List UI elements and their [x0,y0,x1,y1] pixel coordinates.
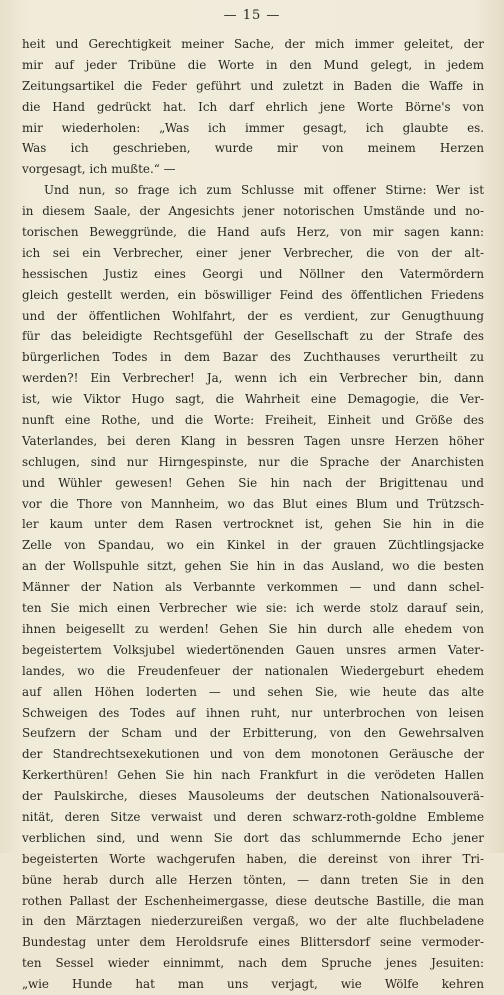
text-line: rothen Pallast der Eschenheimergasse, diese deutsche Bastille, die man [22,893,484,908]
text-line: der Standrechtsexekutionen und von dem monotonen Geräusche der [22,747,484,762]
text-line: Männer der Nation als Verbannte verkommen — und dann schel- [22,580,484,595]
text-line: Zelle von Spandau, wo ein Kinkel in der grauen Züchtlingsjacke [22,538,484,553]
text-line: „wie Hunde hat man uns verjagt, wie Wölfe kehren [22,977,484,992]
text-line: landes, wo die Freudenfeuer der nationalen Wiedergeburt ehedem [22,663,484,678]
page-number: — 15 — [223,8,281,23]
text-line: Und nun, so frage ich zum Schlusse mit offener Stirne: Wer ist [44,183,484,198]
text-line: büne herab durch alle Herzen tönten, — dann treten Sie in den [22,872,484,887]
text-line: ist, wie Viktor Hugo sagt, die Wahrheit eine Demagogie, die Ver- [22,392,484,407]
text-line: Zeitungsartikel die Feder geführt und zuletzt in Baden die Waffe in [22,78,484,93]
text-line: werden?! Ein Verbrecher! Ja, wenn ich ein Verbrecher bin, dann [22,371,484,386]
text-line: Bundestag unter dem Heroldsrufe eines Blittersdorf seine vermoder- [22,935,484,950]
text-line: und der öffentlichen Wohlfahrt, der es verdient, zur Genugthuung [22,308,484,323]
text-line: ihnen beigesellt zu werden! Gehen Sie hin durch alle ehedem von [22,621,484,636]
text-line: Seufzern der Scham und der Erbitterung, von den Gewehrsalven [22,726,484,741]
text-line: gleich gestellt werden, ein böswilliger Feind des öffentlichen Friedens [22,287,484,302]
text-line: Kerkerthüren! Gehen Sie hin nach Frankfurt in die verödeten Hallen [22,768,484,783]
body-text [22,34,484,995]
text-line: mir wiederholen: „Was ich immer gesagt, ich glaubte es. [22,120,484,135]
text-line: ich sei ein Verbrecher, einer jener Verbrecher, die von der alt- [22,245,484,260]
text-line: auf allen Höhen loderten — und sehen Sie, wie heute das alte [22,684,484,699]
text-line: vor die Thore von Mannheim, wo das Blut eines Blum und Trützsch- [22,496,484,511]
text-line: ten Sessel wieder einnimmt, nach dem Spruche jenes Jesuiten: [22,956,484,971]
text-line: vorgesagt, ich mußte.“ — [22,162,176,177]
text-line: ten Sie mich einen Verbrecher wie sie: ich werde stolz darauf sein, [22,601,484,616]
text-line: verblichen sind, und wenn Sie dort das schlummernde Echo jener [22,830,484,845]
text-line: nunft eine Rothe, und die Worte: Freiheit, Einheit und Größe des [22,413,484,428]
text-line: der Paulskirche, dieses Mausoleums der deutschen Nationalsouverä- [22,789,484,804]
text-line: die Hand gedrückt hat. Ich darf ehrlich jene Worte Börne's von [22,99,484,114]
text-line: in den Märztagen niederzureißen vergaß, wo der alte fluchbeladene [22,914,484,929]
text-line: bürgerlichen Todes in dem Bazar des Zuchthauses verurtheilt zu [22,350,484,365]
text-line: für das beleidigte Rechtsgefühl der Gesellschaft zu der Strafe des [22,329,484,344]
text-line: Schweigen des Todes auf ihnen ruht, nur unterbrochen von leisen [22,705,484,720]
text-line: Was ich geschrieben, wurde mir von meinem Herzen [22,141,484,156]
text-line: an der Wollspuhle sitzt, gehen Sie hin in das Ausland, wo die besten [22,559,484,574]
text-line: und Wühler gewesen! Gehen Sie hin nach der Brigittenau und [22,475,484,490]
text-line: torischen Beweggründe, die Hand aufs Herz, von mir sagen kann: [22,225,484,240]
text-line: begeistertem Volksjubel wiedertönenden Gauen unsres armen Vater- [22,642,484,657]
text-line: Vaterlandes, bei deren Klang in bessren Tagen unsre Herzen höher [22,433,484,448]
text-line: begeisterten Worte wachgerufen haben, die dereinst von ihrer Tri- [22,851,484,866]
text-line: in diesem Saale, der Angesichts jener notorischen Umstände und no- [22,204,484,219]
text-line: ler kaum unter dem Rasen vertrocknet ist, gehen Sie hin in die [22,517,484,532]
text-line: heit und Gerechtigkeit meiner Sache, der mich immer geleitet, der [22,37,484,51]
text-line: schlugen, sind nur Hirngespinste, nur die Sprache der Anarchisten [22,454,484,469]
text-line: nität, deren Sitze verwaist und deren schwarz-roth-goldne Embleme [22,809,484,824]
text-line: hessischen Justiz eines Georgi und Nöllner den Vatermördern [22,266,484,281]
text-line: mir auf jeder Tribüne die Worte in den Mund gelegt, in jedem [22,57,484,72]
